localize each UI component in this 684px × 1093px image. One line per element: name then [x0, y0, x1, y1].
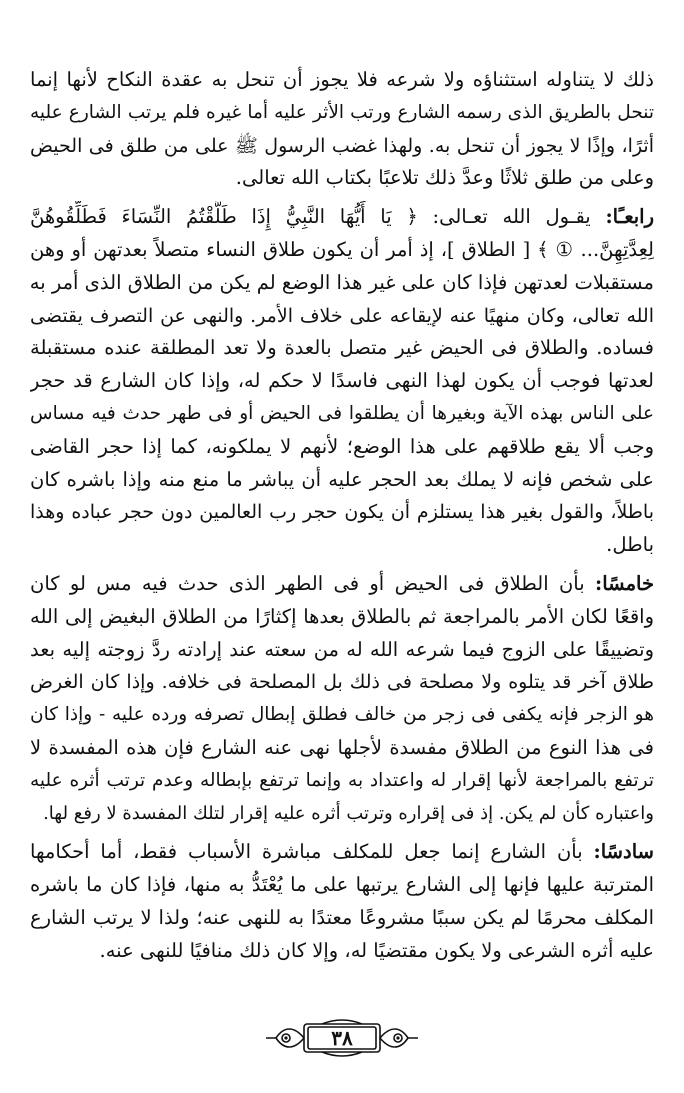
- body-text: [30, 64, 654, 968]
- line-text: واعتباره كأن لم يكن. إذ فى إقراره وترتب أثره عليه إقرار لتلك المفسدة لا رفع لها.: [43, 802, 654, 824]
- line-text: عليه أثره الشرعى ولا يكون مقتضيًا له، وإلا كان ذلك منافيًا للنهى عنه.: [99, 938, 654, 962]
- line-text: يقـول الله تعـالى: ﴿ يَا أَيُّهَا النَّبِيُّ إِذَا طَلَّقْتُمُ النِّسَاءَ فَطَلِّقُوهُنَّ: [30, 205, 591, 229]
- line-text: لِعِدَّتِهِنَّ... ① ﴾ [ الطلاق ]، إذ أمر أن يكون طلاق النساء متصلاً بعدتهن أو وهن: [30, 237, 654, 261]
- line-text: باطل.: [606, 533, 654, 557]
- line-text: فساده. والطلاق فى الحيض غير متصل بالعدة ولا تعد المطلقة عنده مستقبلة: [30, 336, 654, 360]
- section-heading: خامسًا:: [595, 571, 654, 595]
- section-heading: رابعـًا:: [605, 205, 654, 229]
- text-line: [30, 732, 654, 765]
- line-text: وعلى من طلق ثلاثًا وعدَّ ذلك تلاعبًا بكتاب الله تعالى.: [235, 166, 654, 190]
- text-line: [30, 130, 654, 163]
- line-text: فى هذا النوع من الطلاق مفسدة لأجلها نهى عنه الشارع فإن هذه المفسدة لا: [30, 735, 654, 759]
- text-line: [30, 97, 654, 130]
- text-line: [30, 798, 654, 831]
- text-line: [30, 765, 654, 798]
- text-line: [30, 267, 654, 300]
- line-text: بأن الطلاق فى الحيض أو فى الطهر الذى حدث فيه مس لو كان: [30, 571, 585, 595]
- text-line: [30, 365, 654, 398]
- section-heading: سادسًا:: [593, 840, 654, 864]
- text-line: [30, 935, 654, 968]
- text-line: [30, 64, 654, 97]
- line-text: مستقبلات لعدتهن فإذا كان على غير هذا الوضع لم يكن من الطلاق الذى أمر به: [30, 270, 654, 294]
- line-text: أثرًا، وإذًا لا يجوز أن تنحل به. ولهذا غضب الرسول ﷺ على من طلق فى الحيض: [30, 134, 654, 157]
- text-line: [30, 162, 654, 195]
- line-text: تنحل بالطريق الذى رسمه الشارع ورتب الأثر عليه أما غيره فلم يرتب الشارع عليه: [30, 101, 654, 123]
- text-line: [30, 431, 654, 464]
- line-text: باطلاً، والقول بغير هذا يستلزم أن يكون حجر رب العالمين دون حجر عباده وهذا: [30, 501, 654, 524]
- page-number-ornament: [262, 1016, 422, 1060]
- line-text: ترتفع بالمراجعة لأنها إقرار له واعتداد به وإنما ترتفع بإبطاله وعدم ترتب أثره عليه: [30, 769, 654, 791]
- line-text: واقعًا لكان الأمر بالمراجعة ثم بالطلاق بعدها إكثارًا من الطلاق البغيض إلى الله: [30, 604, 654, 628]
- text-line: [30, 201, 654, 234]
- page-number: ٣٨: [331, 1026, 353, 1050]
- text-line: [30, 601, 654, 634]
- line-text: المكلف محرمًا لم يكن سببًا مشروعًا معتدًا به للنهى عنه؛ ولذا لا يرتب الشارع: [30, 905, 654, 929]
- text-line: [30, 300, 654, 333]
- line-text: ذلك لا يتناوله استثناؤه ولا شرعه فلا يجوز أن تنحل به عقدة النكاح لأنها إنما: [30, 68, 654, 91]
- text-line: [30, 234, 654, 267]
- line-text: الله تعالى، وكان منهيًا عنه لإيقاعه على خلاف الأمر. والنهى عن التصرف يقتضى: [30, 304, 654, 327]
- text-line: [30, 902, 654, 935]
- line-text: على شخص فإنه لا يملك بعد الحجر عليه أن يباشر ما منع منه وإذا باشره كان: [30, 467, 654, 491]
- text-line: [30, 699, 654, 732]
- text-line: [30, 529, 654, 562]
- line-text: المترتبة عليها فإنها إلى الشارع يرتبها على ما يُعْتَدُّ به منها، فإذا كان ما باشره: [30, 873, 654, 897]
- line-text: وجب ألا يقع طلاقهم على هذا الوضع؛ لأنهم لا يملكونه، كما إذا حجر القاضى: [30, 434, 654, 458]
- text-line: [30, 869, 654, 902]
- text-line: [30, 398, 654, 431]
- line-text: لعدتها فوجب أن يكون لهذا النهى فاسدًا لا حكم له، وإذا كان الشارع قد حجر: [30, 369, 654, 393]
- line-text: على الناس بهذه الآية وبغيرها أن يطلقوا فى الحيض أو فى طهر حدث فيه مساس: [30, 402, 654, 424]
- text-line: [30, 332, 654, 365]
- line-text: طلاق آخر قد يتلوه ولا مصلحة فى ذلك بل المصلحة فى خلافه. وإذا كان الغرض: [30, 671, 654, 694]
- text-line: [30, 496, 654, 529]
- text-line: [30, 568, 654, 601]
- line-text: هو الزجر فإنه يكفى فى زجر من خالف فطلق إبطال تصرفه ورده عليه - وإذا كان: [30, 704, 654, 726]
- text-line: [30, 634, 654, 667]
- text-line: [30, 464, 654, 497]
- text-line: [30, 836, 654, 869]
- line-text: وتضييقًا على الزوج فيما شرعه الله له من سعته عند إرادته ردَّ زوجته إليه بعد: [30, 637, 654, 661]
- text-line: [30, 666, 654, 699]
- line-text: بأن الشارع إنما جعل للمكلف مباشرة الأسباب فقط، أما أحكامها: [30, 840, 583, 864]
